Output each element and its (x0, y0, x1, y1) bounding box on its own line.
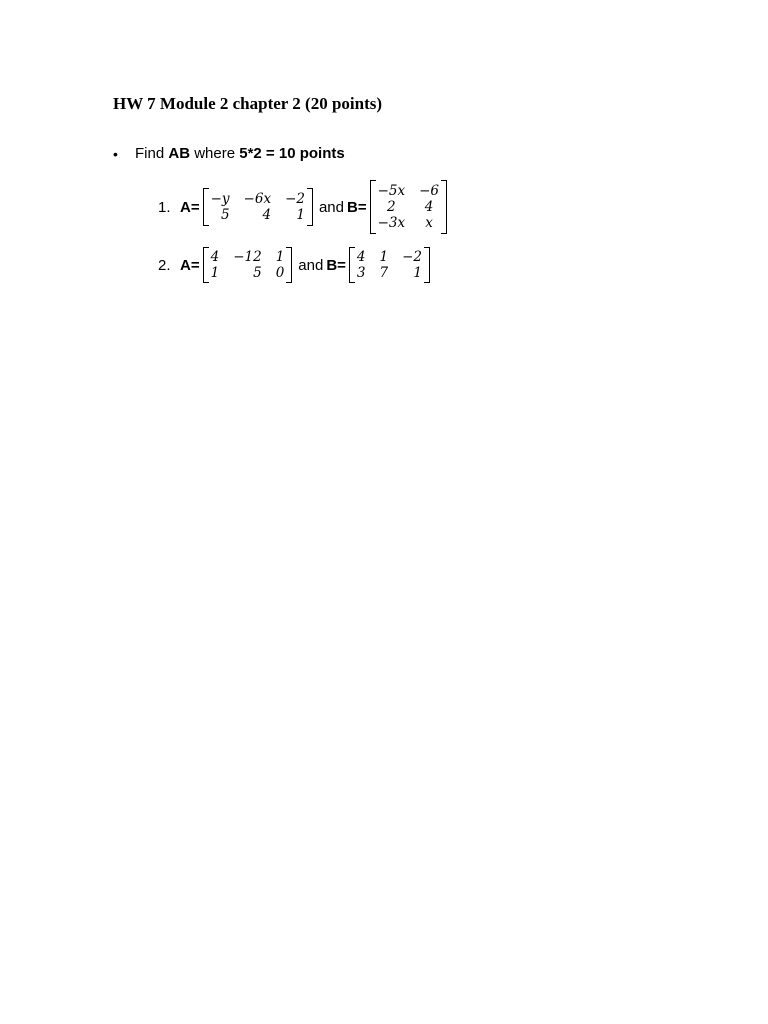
matrix-cell: −3x (377, 214, 406, 231)
matrix-b-label: B= (326, 256, 346, 274)
matrix-cell: −2 (402, 248, 422, 265)
matrix-cell: 0 (275, 264, 285, 281)
matrix-cell: 2 (387, 198, 396, 215)
matrix-cell: 3 (356, 264, 366, 281)
matrix-a-label: A= (180, 198, 200, 216)
bullet-icon: • (113, 145, 118, 162)
matrix-a (203, 247, 293, 283)
matrix-b-label: B= (347, 198, 367, 216)
matrix-cell: 5 (220, 206, 230, 223)
matrix-cell: −6x (243, 190, 272, 207)
matrix-a-label: A= (180, 256, 200, 274)
and-text: and (318, 198, 344, 216)
matrix-cell: x (425, 214, 433, 231)
matrix-cell: −y (210, 190, 230, 207)
matrix-cell: 5 (253, 264, 262, 281)
instruction-find: Find (135, 145, 165, 162)
matrix-cell: 1 (296, 206, 305, 223)
matrix-b (370, 180, 447, 234)
and-text: and (298, 256, 324, 274)
matrix-cell: −2 (285, 190, 305, 207)
right-bracket (441, 180, 447, 234)
instruction-line (113, 145, 345, 162)
matrix-cell: 1 (379, 248, 389, 265)
problem-1 (158, 178, 448, 236)
problem-2 (158, 246, 431, 284)
instruction-where: where (194, 145, 236, 162)
instruction-ab: AB (168, 145, 191, 162)
matrix-cell: 1 (413, 264, 422, 281)
matrix-cell: 4 (356, 248, 366, 265)
problem-number: 2. (158, 256, 171, 274)
matrix-a (203, 188, 313, 226)
matrix-cell: −12 (233, 248, 262, 265)
matrix-cell: 1 (275, 248, 285, 265)
right-bracket (307, 188, 313, 226)
matrix-cell: 4 (210, 248, 220, 265)
right-bracket (424, 247, 430, 283)
problem-number: 1. (158, 198, 171, 216)
right-bracket (286, 247, 292, 283)
matrix-cell: 4 (424, 198, 434, 215)
matrix-cell: 4 (262, 206, 272, 223)
matrix-b (349, 247, 430, 283)
matrix-cell: −5x (377, 182, 406, 199)
matrix-cell: 1 (210, 264, 220, 281)
instruction-points: 5*2 = 10 points (239, 145, 345, 162)
matrix-cell: −6 (419, 182, 440, 199)
page-title: HW 7 Module 2 chapter 2 (20 points) (113, 94, 383, 113)
matrix-cell: 7 (379, 264, 389, 281)
